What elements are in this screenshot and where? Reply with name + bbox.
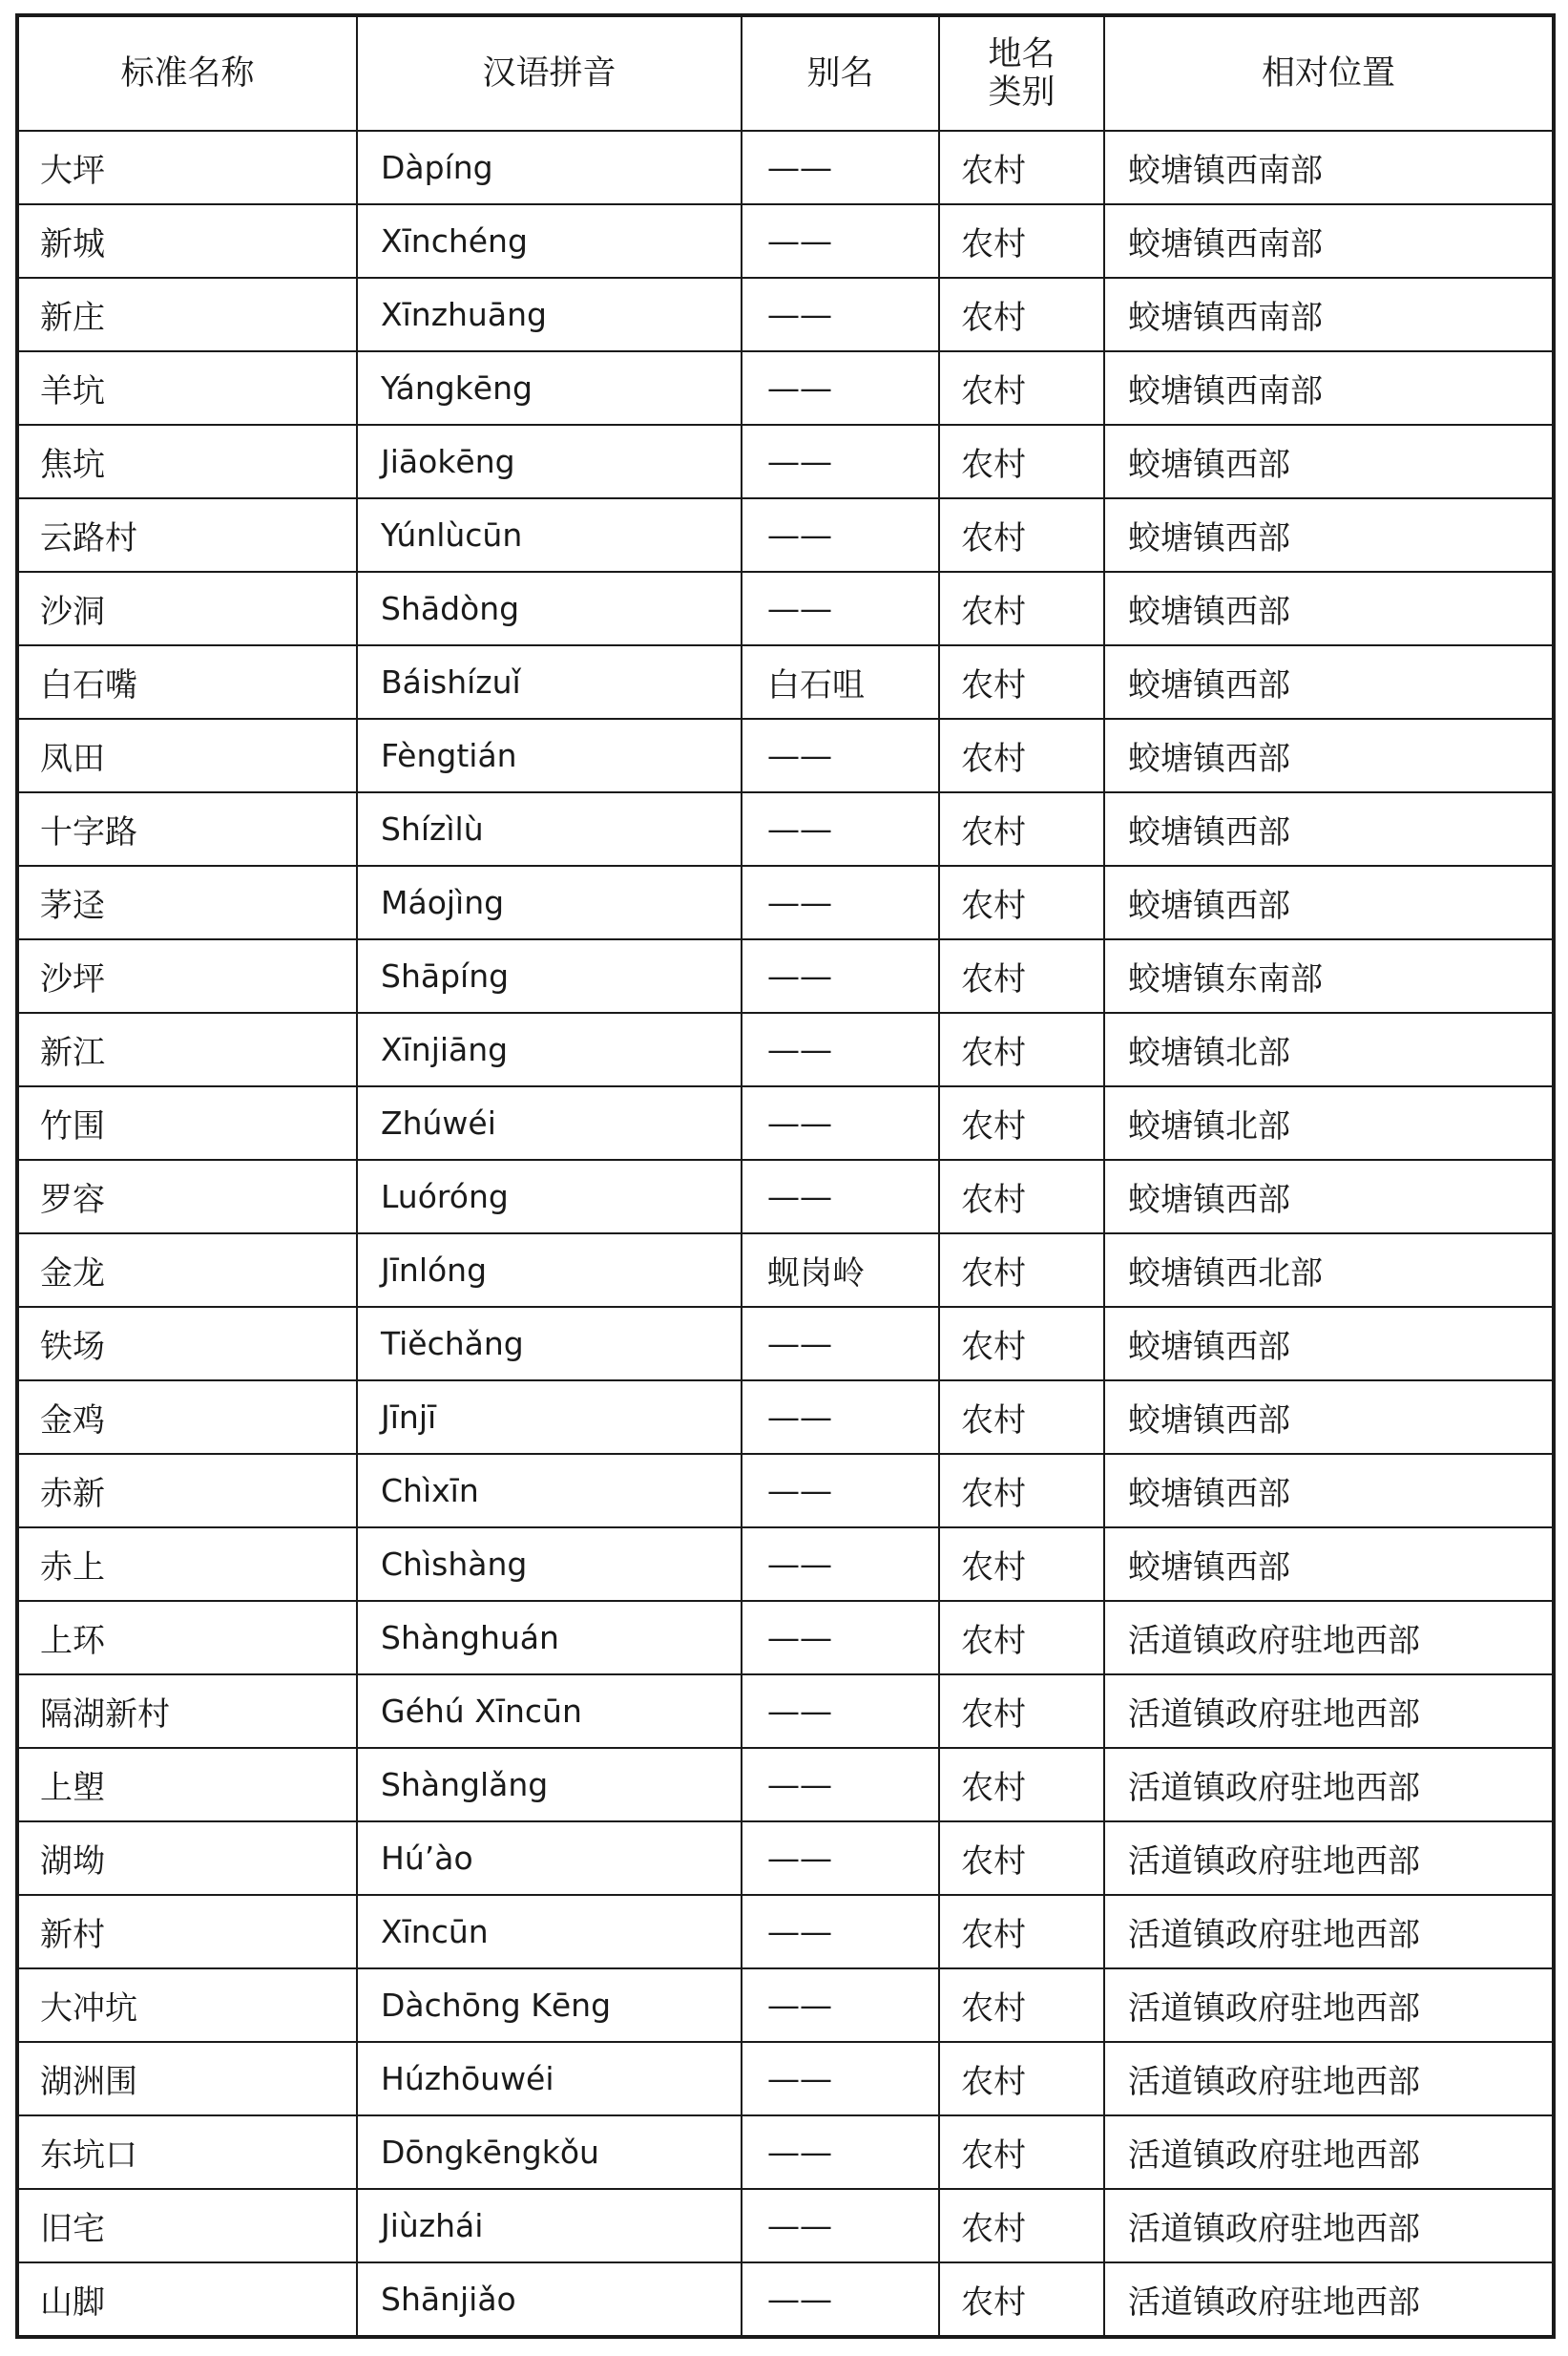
cell-alias: —— bbox=[742, 2042, 939, 2115]
table-row bbox=[18, 939, 1553, 1013]
cell-pinyin: Shànghuán bbox=[357, 1601, 742, 1674]
cell-location: 活道镇政府驻地西部 bbox=[1104, 2042, 1553, 2115]
cell-category: 农村 bbox=[939, 1968, 1104, 2042]
cell-alias: —— bbox=[742, 792, 939, 866]
cell-pinyin: Shízìlù bbox=[357, 792, 742, 866]
cell-standard-name: 沙坪 bbox=[18, 939, 357, 1013]
cell-location: 蛟塘镇西部 bbox=[1104, 866, 1553, 939]
cell-category: 农村 bbox=[939, 1895, 1104, 1968]
cell-pinyin: Xīnchéng bbox=[357, 204, 742, 278]
cell-category: 农村 bbox=[939, 425, 1104, 498]
cell-standard-name: 白石嘴 bbox=[18, 645, 357, 719]
cell-location: 活道镇政府驻地西部 bbox=[1104, 1821, 1553, 1895]
cell-standard-name: 赤新 bbox=[18, 1454, 357, 1527]
cell-location: 蛟塘镇北部 bbox=[1104, 1086, 1553, 1160]
table-row bbox=[18, 131, 1553, 204]
cell-location: 活道镇政府驻地西部 bbox=[1104, 2115, 1553, 2189]
table-row bbox=[18, 1601, 1553, 1674]
cell-alias: —— bbox=[742, 1674, 939, 1748]
cell-category: 农村 bbox=[939, 645, 1104, 719]
header-location: 相对位置 bbox=[1104, 16, 1553, 131]
cell-pinyin: Dōngkēngkǒu bbox=[357, 2115, 742, 2189]
cell-standard-name: 山脚 bbox=[18, 2262, 357, 2336]
cell-pinyin: Chìxīn bbox=[357, 1454, 742, 1527]
cell-alias: —— bbox=[742, 2189, 939, 2262]
table-row bbox=[18, 1674, 1553, 1748]
table-row bbox=[18, 351, 1553, 425]
cell-standard-name: 云路村 bbox=[18, 498, 357, 572]
cell-standard-name: 沙洞 bbox=[18, 572, 357, 645]
cell-alias: —— bbox=[742, 1968, 939, 2042]
cell-pinyin: Jīnjī bbox=[357, 1380, 742, 1454]
table-row bbox=[18, 1307, 1553, 1380]
cell-alias: —— bbox=[742, 1380, 939, 1454]
cell-standard-name: 上环 bbox=[18, 1601, 357, 1674]
cell-pinyin: Shādòng bbox=[357, 572, 742, 645]
cell-pinyin: Fèngtián bbox=[357, 719, 742, 792]
cell-alias: —— bbox=[742, 498, 939, 572]
table-row bbox=[18, 1821, 1553, 1895]
cell-category: 农村 bbox=[939, 1674, 1104, 1748]
cell-location: 活道镇政府驻地西部 bbox=[1104, 1674, 1553, 1748]
cell-alias: —— bbox=[742, 572, 939, 645]
cell-alias: —— bbox=[742, 719, 939, 792]
cell-standard-name: 隔湖新村 bbox=[18, 1674, 357, 1748]
cell-location: 蛟塘镇西部 bbox=[1104, 1527, 1553, 1601]
cell-category: 农村 bbox=[939, 2115, 1104, 2189]
cell-category: 农村 bbox=[939, 2262, 1104, 2336]
cell-category: 农村 bbox=[939, 1013, 1104, 1086]
cell-pinyin: Chìshàng bbox=[357, 1527, 742, 1601]
cell-category: 农村 bbox=[939, 2042, 1104, 2115]
cell-pinyin: Shānjiǎo bbox=[357, 2262, 742, 2336]
cell-standard-name: 大冲坑 bbox=[18, 1968, 357, 2042]
cell-alias: —— bbox=[742, 131, 939, 204]
cell-pinyin: Húzhōuwéi bbox=[357, 2042, 742, 2115]
cell-pinyin: Jiùzhái bbox=[357, 2189, 742, 2262]
cell-standard-name: 新城 bbox=[18, 204, 357, 278]
cell-alias: —— bbox=[742, 351, 939, 425]
cell-alias: —— bbox=[742, 278, 939, 351]
cell-standard-name: 铁场 bbox=[18, 1307, 357, 1380]
cell-location: 活道镇政府驻地西部 bbox=[1104, 2189, 1553, 2262]
cell-location: 活道镇政府驻地西部 bbox=[1104, 1968, 1553, 2042]
cell-location: 活道镇政府驻地西部 bbox=[1104, 2262, 1553, 2336]
cell-category: 农村 bbox=[939, 792, 1104, 866]
cell-category: 农村 bbox=[939, 204, 1104, 278]
cell-alias: —— bbox=[742, 1013, 939, 1086]
cell-location: 蛟塘镇北部 bbox=[1104, 1013, 1553, 1086]
cell-location: 活道镇政府驻地西部 bbox=[1104, 1895, 1553, 1968]
cell-alias: —— bbox=[742, 1601, 939, 1674]
cell-pinyin: Luóróng bbox=[357, 1160, 742, 1233]
cell-standard-name: 竹围 bbox=[18, 1086, 357, 1160]
header-row bbox=[18, 16, 1553, 131]
cell-standard-name: 金龙 bbox=[18, 1233, 357, 1307]
cell-category: 农村 bbox=[939, 939, 1104, 1013]
cell-location: 蛟塘镇西南部 bbox=[1104, 278, 1553, 351]
cell-standard-name: 羊坑 bbox=[18, 351, 357, 425]
cell-pinyin: Tiěchǎng bbox=[357, 1307, 742, 1380]
cell-alias: —— bbox=[742, 2262, 939, 2336]
cell-location: 蛟塘镇东南部 bbox=[1104, 939, 1553, 1013]
cell-alias: —— bbox=[742, 1307, 939, 1380]
cell-location: 蛟塘镇西南部 bbox=[1104, 204, 1553, 278]
cell-location: 蛟塘镇西部 bbox=[1104, 1307, 1553, 1380]
cell-location: 活道镇政府驻地西部 bbox=[1104, 1748, 1553, 1821]
cell-location: 活道镇政府驻地西部 bbox=[1104, 1601, 1553, 1674]
cell-alias: —— bbox=[742, 1086, 939, 1160]
header-category bbox=[939, 16, 1104, 131]
cell-standard-name: 上塱 bbox=[18, 1748, 357, 1821]
header-category-line2: 类别 bbox=[988, 74, 1056, 112]
cell-category: 农村 bbox=[939, 1527, 1104, 1601]
cell-standard-name: 赤上 bbox=[18, 1527, 357, 1601]
cell-category: 农村 bbox=[939, 1380, 1104, 1454]
table-row bbox=[18, 1160, 1553, 1233]
cell-location: 蛟塘镇西部 bbox=[1104, 1454, 1553, 1527]
table-row bbox=[18, 1086, 1553, 1160]
cell-standard-name: 金鸡 bbox=[18, 1380, 357, 1454]
cell-category: 农村 bbox=[939, 1454, 1104, 1527]
table-row bbox=[18, 572, 1553, 645]
cell-location: 蛟塘镇西南部 bbox=[1104, 351, 1553, 425]
cell-location: 蛟塘镇西部 bbox=[1104, 498, 1553, 572]
table-header bbox=[18, 16, 1553, 131]
cell-alias: —— bbox=[742, 1454, 939, 1527]
cell-standard-name: 凤田 bbox=[18, 719, 357, 792]
cell-standard-name: 旧宅 bbox=[18, 2189, 357, 2262]
cell-standard-name: 湖坳 bbox=[18, 1821, 357, 1895]
cell-pinyin: Yángkēng bbox=[357, 351, 742, 425]
cell-standard-name: 茅迳 bbox=[18, 866, 357, 939]
table-row bbox=[18, 1233, 1553, 1307]
cell-location: 蛟塘镇西部 bbox=[1104, 1160, 1553, 1233]
table-row bbox=[18, 2262, 1553, 2336]
table-row bbox=[18, 645, 1553, 719]
table-row bbox=[18, 1380, 1553, 1454]
gazetteer-page bbox=[17, 15, 1552, 2337]
table-row bbox=[18, 1895, 1553, 1968]
table-row bbox=[18, 1454, 1553, 1527]
cell-category: 农村 bbox=[939, 572, 1104, 645]
table-row bbox=[18, 866, 1553, 939]
header-standard-name: 标准名称 bbox=[18, 16, 357, 131]
table-row bbox=[18, 278, 1553, 351]
cell-category: 农村 bbox=[939, 1821, 1104, 1895]
cell-category: 农村 bbox=[939, 1748, 1104, 1821]
cell-alias: —— bbox=[742, 1748, 939, 1821]
place-name-table bbox=[17, 15, 1554, 2337]
cell-alias: —— bbox=[742, 939, 939, 1013]
cell-pinyin: Dàpíng bbox=[357, 131, 742, 204]
cell-pinyin: Shāpíng bbox=[357, 939, 742, 1013]
cell-pinyin: Báishízuǐ bbox=[357, 645, 742, 719]
cell-category: 农村 bbox=[939, 498, 1104, 572]
cell-location: 蛟塘镇西部 bbox=[1104, 792, 1553, 866]
cell-alias: —— bbox=[742, 1160, 939, 1233]
cell-pinyin: Xīnzhuāng bbox=[357, 278, 742, 351]
cell-standard-name: 湖洲围 bbox=[18, 2042, 357, 2115]
table-row bbox=[18, 2042, 1553, 2115]
cell-category: 农村 bbox=[939, 278, 1104, 351]
cell-location: 蛟塘镇西部 bbox=[1104, 425, 1553, 498]
table-row bbox=[18, 498, 1553, 572]
cell-pinyin: Dàchōng Kēng bbox=[357, 1968, 742, 2042]
cell-standard-name: 大坪 bbox=[18, 131, 357, 204]
cell-category: 农村 bbox=[939, 1086, 1104, 1160]
table-row bbox=[18, 719, 1553, 792]
cell-pinyin: Jīnlóng bbox=[357, 1233, 742, 1307]
cell-standard-name: 十字路 bbox=[18, 792, 357, 866]
table-row bbox=[18, 425, 1553, 498]
table-row bbox=[18, 1748, 1553, 1821]
header-alias: 别名 bbox=[742, 16, 939, 131]
table-body bbox=[18, 131, 1553, 2336]
cell-alias: —— bbox=[742, 1821, 939, 1895]
cell-pinyin: Shànglǎng bbox=[357, 1748, 742, 1821]
header-pinyin: 汉语拼音 bbox=[357, 16, 742, 131]
cell-alias: —— bbox=[742, 2115, 939, 2189]
cell-category: 农村 bbox=[939, 351, 1104, 425]
cell-alias: —— bbox=[742, 1527, 939, 1601]
header-category-line1: 地名 bbox=[988, 34, 1056, 74]
cell-pinyin: Xīnjiāng bbox=[357, 1013, 742, 1086]
cell-standard-name: 新村 bbox=[18, 1895, 357, 1968]
table-row bbox=[18, 792, 1553, 866]
cell-standard-name: 东坑口 bbox=[18, 2115, 357, 2189]
cell-location: 蛟塘镇西部 bbox=[1104, 719, 1553, 792]
cell-location: 蛟塘镇西部 bbox=[1104, 645, 1553, 719]
table-row bbox=[18, 2189, 1553, 2262]
cell-category: 农村 bbox=[939, 1233, 1104, 1307]
cell-alias: 蚬岗岭 bbox=[742, 1233, 939, 1307]
cell-standard-name: 新江 bbox=[18, 1013, 357, 1086]
cell-category: 农村 bbox=[939, 131, 1104, 204]
cell-alias: —— bbox=[742, 204, 939, 278]
cell-standard-name: 罗容 bbox=[18, 1160, 357, 1233]
table-row bbox=[18, 1013, 1553, 1086]
cell-category: 农村 bbox=[939, 2189, 1104, 2262]
cell-pinyin: Hú’ào bbox=[357, 1821, 742, 1895]
cell-pinyin: Xīncūn bbox=[357, 1895, 742, 1968]
cell-alias: —— bbox=[742, 866, 939, 939]
cell-standard-name: 焦坑 bbox=[18, 425, 357, 498]
cell-location: 蛟塘镇西部 bbox=[1104, 1380, 1553, 1454]
table-row bbox=[18, 1968, 1553, 2042]
cell-category: 农村 bbox=[939, 1307, 1104, 1380]
cell-pinyin: Jiāokēng bbox=[357, 425, 742, 498]
table-row bbox=[18, 1527, 1553, 1601]
cell-pinyin: Zhúwéi bbox=[357, 1086, 742, 1160]
cell-category: 农村 bbox=[939, 866, 1104, 939]
cell-category: 农村 bbox=[939, 1601, 1104, 1674]
cell-pinyin: Máojìng bbox=[357, 866, 742, 939]
table-row bbox=[18, 2115, 1553, 2189]
cell-alias: —— bbox=[742, 425, 939, 498]
cell-location: 蛟塘镇西北部 bbox=[1104, 1233, 1553, 1307]
cell-pinyin: Yúnlùcūn bbox=[357, 498, 742, 572]
cell-standard-name: 新庄 bbox=[18, 278, 357, 351]
table-row bbox=[18, 204, 1553, 278]
cell-location: 蛟塘镇西部 bbox=[1104, 572, 1553, 645]
cell-alias: —— bbox=[742, 1895, 939, 1968]
cell-pinyin: Géhú Xīncūn bbox=[357, 1674, 742, 1748]
cell-category: 农村 bbox=[939, 1160, 1104, 1233]
cell-location: 蛟塘镇西南部 bbox=[1104, 131, 1553, 204]
cell-alias: 白石咀 bbox=[742, 645, 939, 719]
cell-category: 农村 bbox=[939, 719, 1104, 792]
